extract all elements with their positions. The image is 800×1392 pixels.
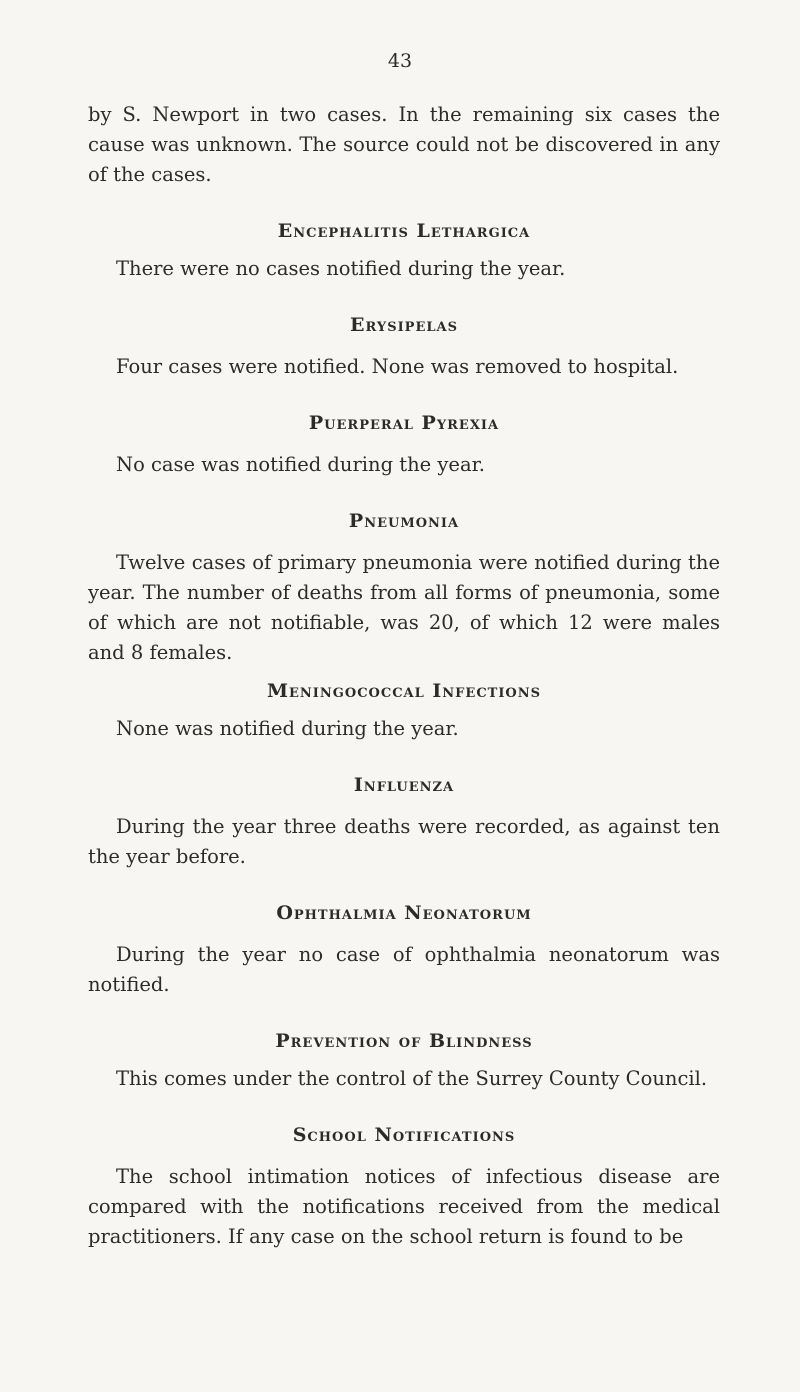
paragraph-school-notifications: The school intimation notices of infectious disease are compared with the notifications received from the medical practitioners. If any case on the school return is found to be <box>88 1165 720 1248</box>
page-number: 43 <box>387 50 413 72</box>
paragraph-erysipelas: Four cases were notified. None was removed to hospital. <box>116 355 679 378</box>
heading-meningococcal-infections: Meningococcal Infections <box>266 680 542 702</box>
paragraph-meningococcal-infections: None was notified during the year. <box>116 717 459 740</box>
heading-ophthalmia-neonatorum: Ophthalmia Neonatorum <box>276 902 532 924</box>
paragraph-encephalitis-lethargica: There were no cases notified during the year. <box>116 257 566 280</box>
heading-encephalitis-lethargica: Encephalitis Lethargica <box>277 220 531 242</box>
paragraph-influenza: During the year three deaths were recorded, as against ten the year before. <box>88 815 720 868</box>
continuation-paragraph: by S. Newport in two cases. In the remaining six cases the cause was unknown. The source could not be discovered in any of the cases. <box>88 103 720 186</box>
heading-prevention-of-blindness: Prevention of Blindness <box>275 1030 533 1052</box>
paragraph-puerperal-pyrexia: No case was notified during the year. <box>116 453 485 476</box>
heading-puerperal-pyrexia: Puerperal Pyrexia <box>308 412 500 434</box>
heading-pneumonia: Pneumonia <box>348 510 460 532</box>
page-content <box>88 100 720 1252</box>
paragraph-pneumonia: Twelve cases of primary pneumonia were notified during the year. The number of deaths from all forms of pneumonia, some of which are not notifiable, was 20, of which 12 were males and 8 females. <box>88 551 720 664</box>
heading-influenza: Influenza <box>353 774 455 796</box>
heading-school-notifications: School Notifications <box>292 1124 516 1146</box>
paragraph-ophthalmia-neonatorum: During the year no case of ophthalmia neonatorum was notified. <box>88 943 720 996</box>
heading-erysipelas: Erysipelas <box>350 314 458 336</box>
paragraph-prevention-of-blindness: This comes under the control of the Surrey County Council. <box>116 1067 708 1090</box>
